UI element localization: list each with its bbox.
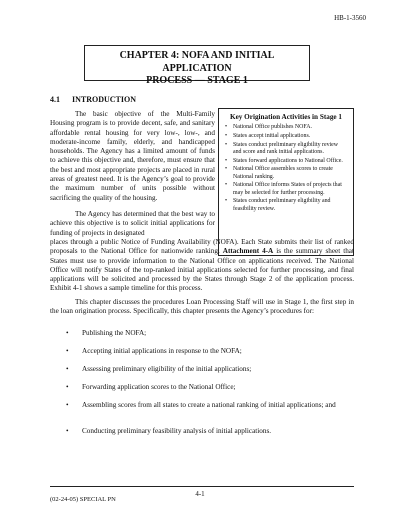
procedure-item: • Forwarding application scores to the National Office; xyxy=(66,383,236,391)
objective-paragraph-text-b: is the summary sheet that States must use to provide information to the National Office on applications received. The National Office will notify States of the top-ranked initial applications selected for further processing, and final applications will be solicited and processed by the States through Stage 2 of the application process. Exhibit 4-1 shows a sample timeline for this process. xyxy=(50,247,354,293)
bullet-icon: • xyxy=(66,383,69,391)
procedure-item: • Accepting initial applications in response to the NOFA; xyxy=(66,347,242,355)
footer-note: (02-24-05) SPECIAL PN xyxy=(50,496,116,503)
procedure-item: • Assembling scores from all states to create a national ranking of initial applications; and xyxy=(66,401,336,409)
procedure-item: • Conducting preliminary feasibility analysis of initial applications. xyxy=(66,427,272,435)
intro-paragraph xyxy=(50,110,215,203)
bullet-icon: • xyxy=(66,365,69,373)
attachment-reference: Attachment 4-A xyxy=(222,247,274,256)
procedure-item: • Assessing preliminary eligibility of the initial applications; xyxy=(66,365,252,373)
chapter-title-box xyxy=(84,45,310,86)
footer-divider xyxy=(50,486,354,487)
key-activity-item: • States forward applications to National Office. xyxy=(225,158,347,165)
intro-paragraph-text: The basic objective of the Multi-Family Housing program is to provide decent, safe, and sanitary affordable rental housing for very low-, low-, and moderate-income family, elderly, and handicapped households. The Agency has a limited amount of funds to achieve this objective and, therefore, must ensure that the best and most appropriate projects are placed in rural areas of greatest need. It is the Agency’s goal to provide the maximum number of units possible without sacrificing the quality of the housing. xyxy=(50,110,215,202)
section-title: INTRODUCTION xyxy=(72,95,137,104)
key-activity-item: • National Office assembles scores to create National ranking. xyxy=(225,166,347,180)
bullet-icon: • xyxy=(66,329,69,337)
procedure-item: • Publishing the NOFA; xyxy=(66,329,147,337)
document-id: HB-1-3560 xyxy=(334,14,366,22)
key-activities-box xyxy=(218,108,354,256)
chapter-title-line-2: PROCESS — STAGE 1 xyxy=(146,75,248,86)
section-heading xyxy=(50,95,136,104)
section-number: 4.1 xyxy=(50,95,60,104)
objective-paragraph-continued xyxy=(50,238,354,294)
key-activity-item: • National Office publishes NOFA. xyxy=(225,124,347,131)
objective-paragraph-start xyxy=(50,210,215,238)
bullet-icon: • xyxy=(66,401,69,409)
key-activities-title: Key Origination Activities in Stage 1 xyxy=(230,113,342,121)
bullet-icon: • xyxy=(66,427,69,435)
key-activity-item: • States conduct preliminary eligibility and feasibility review. xyxy=(225,198,347,212)
key-activity-item: • States conduct preliminary eligibility review and score and rank initial applications. xyxy=(225,142,347,156)
page-number: 4-1 xyxy=(195,490,205,498)
bullet-icon: • xyxy=(66,347,69,355)
key-activities-list xyxy=(225,124,347,213)
chapter-title-line-1: CHAPTER 4: NOFA AND INITIAL APPLICATION xyxy=(119,50,275,74)
key-activity-item: • States accept initial applications. xyxy=(225,133,347,140)
objective-paragraph-text-a: places through a public Notice of Funding Availability (NOFA). Each State submits their list of ranked proposals to the National Office for nationwide ranking. xyxy=(50,238,354,256)
key-activity-item: • National Office informs States of projects that may be selected for further processing. xyxy=(225,182,347,196)
objective-paragraph-start-text: The Agency has determined that the best way to achieve this objective is to solicit initial applications for funding of projects in designated xyxy=(50,210,215,237)
procedures-paragraph xyxy=(50,298,354,317)
procedures-paragraph-text: This chapter discusses the procedures Loan Processing Staff will use in Stage 1, the first step in the loan origination process. Specifically, this chapter presents the Agency’s procedures for: xyxy=(50,298,354,316)
